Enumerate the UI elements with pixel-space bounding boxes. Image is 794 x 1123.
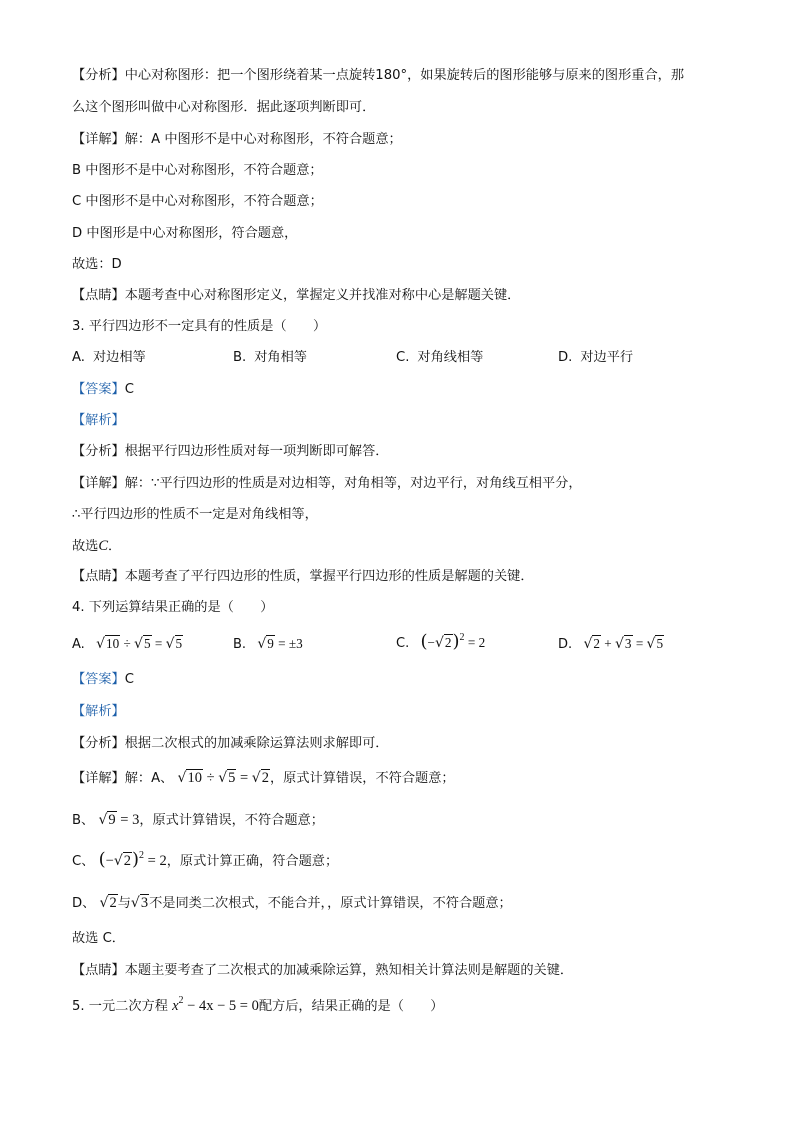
q4-solution-tag: 【解析】 — [72, 704, 125, 719]
q3-detail-line1: 【详解】解：∵平行四边形的性质是对边相等，对角相等，对边平行，对角线互相平分， — [72, 476, 582, 491]
q4-comment: 【点睛】本题主要考查了二次根式的加减乘除运算，熟知相关计算法则是解题的关键． — [72, 963, 574, 978]
q3-answer — [72, 380, 732, 400]
sqrt-2: √2 — [583, 636, 600, 652]
sqrt-3: √3 — [615, 636, 632, 652]
q2-choose: 故选：D — [72, 257, 122, 272]
q5-stem: 5. 一元二次方程 $x^2 - 4x - 5 = 0$配方后，结果正确的是（ ） — [72, 995, 444, 1014]
q2-detail-b: B 中图形不是中心对称图形，不符合题意； — [72, 163, 323, 178]
q4-option-c: C. $(-√2)^2 = 2$ — [396, 631, 486, 652]
q4-analysis: 【分析】根据二次根式的加减乘除运算法则求解即可． — [72, 736, 389, 751]
answer-value: C — [124, 382, 134, 397]
q4-detail-a: 【详解】解：A、 √10 ÷ √5 = √2，原式计算错误，不符合题意； — [72, 770, 455, 786]
q4-detail-d: D、 √2与√3不是同类二次根式，不能合并，，原式计算错误，不符合题意； — [72, 895, 512, 911]
sqrt-5: √5 — [646, 636, 664, 652]
q2-detail-d: D 中图形是中心对称图形，符合题意， — [72, 226, 298, 241]
q2-detail-a — [72, 130, 732, 150]
sqrt-9: √9 — [257, 636, 274, 652]
sqrt-5-result: √5 — [165, 636, 183, 652]
q4-choose: 故选 C． — [72, 931, 125, 946]
q4-detail-b: B、 √9 = 3，原式计算错误，不符合题意； — [72, 812, 324, 828]
sqrt-2: √2 — [434, 635, 452, 651]
q2-analysis-line2: 么这个图形叫做中心对称图形．据此逐项判断即可． — [72, 100, 376, 115]
q3-solution-tag: 【解析】 — [72, 413, 125, 428]
analysis-text: 中心对称图形：把一个图形绕着某一点旋转180°，如果旋转后的图形能够与原来的图形重合，那 — [124, 68, 685, 83]
q3-analysis: 【分析】根据平行四边形性质对每一项判断即可解答． — [72, 444, 389, 459]
q3-detail-line2: ∴平行四边形的性质不一定是对角线相等， — [72, 507, 318, 522]
q3-option-c: C. 对角线相等 — [396, 350, 484, 365]
q3-choose: 故选C． — [72, 538, 122, 554]
q4-stem: 4. 下列运算结果正确的是（ ） — [72, 600, 274, 615]
q4-option-b: B. √9 = ±3 — [233, 636, 303, 652]
q4-answer: 【答案】C — [72, 672, 134, 687]
q3-comment: 【点睛】本题考查了平行四边形的性质，掌握平行四边形的性质是解题的关键． — [72, 569, 534, 584]
detail-tag: 【详解】 — [72, 132, 125, 147]
q2-detail-c: C 中图形不是中心对称图形，不符合题意； — [72, 194, 323, 209]
q2-comment — [72, 286, 732, 306]
comment-tag: 【点睛】 — [72, 288, 125, 303]
q3-stem: 3. 平行四边形不一定具有的性质是（ ） — [72, 319, 327, 334]
comment-text: 本题考查中心对称图形定义，掌握定义并找准对称中心是解题关键． — [124, 288, 521, 303]
q3-option-a: A. 对边相等 — [72, 350, 146, 365]
answer-tag: 【答案】 — [72, 382, 125, 397]
q4-detail-c: C、 $(-√2)^2 = 2$，原式计算正确，符合题意； — [72, 849, 339, 870]
analysis-tag: 【分析】 — [72, 68, 125, 83]
q4-option-d: D. √2 + √3 = √5 — [558, 636, 664, 652]
q3-option-b: B. 对角相等 — [233, 350, 307, 365]
sqrt-10: √10 — [96, 636, 120, 652]
q4-option-a: A. √10 ÷ √5 = √5 — [72, 636, 183, 652]
sqrt-5: √5 — [134, 636, 151, 652]
q3-option-d: D. 对边平行 — [558, 350, 634, 365]
detail-text: 解：A 中图形不是中心对称图形，不符合题意； — [124, 132, 402, 147]
q2-analysis-line1 — [72, 66, 732, 86]
